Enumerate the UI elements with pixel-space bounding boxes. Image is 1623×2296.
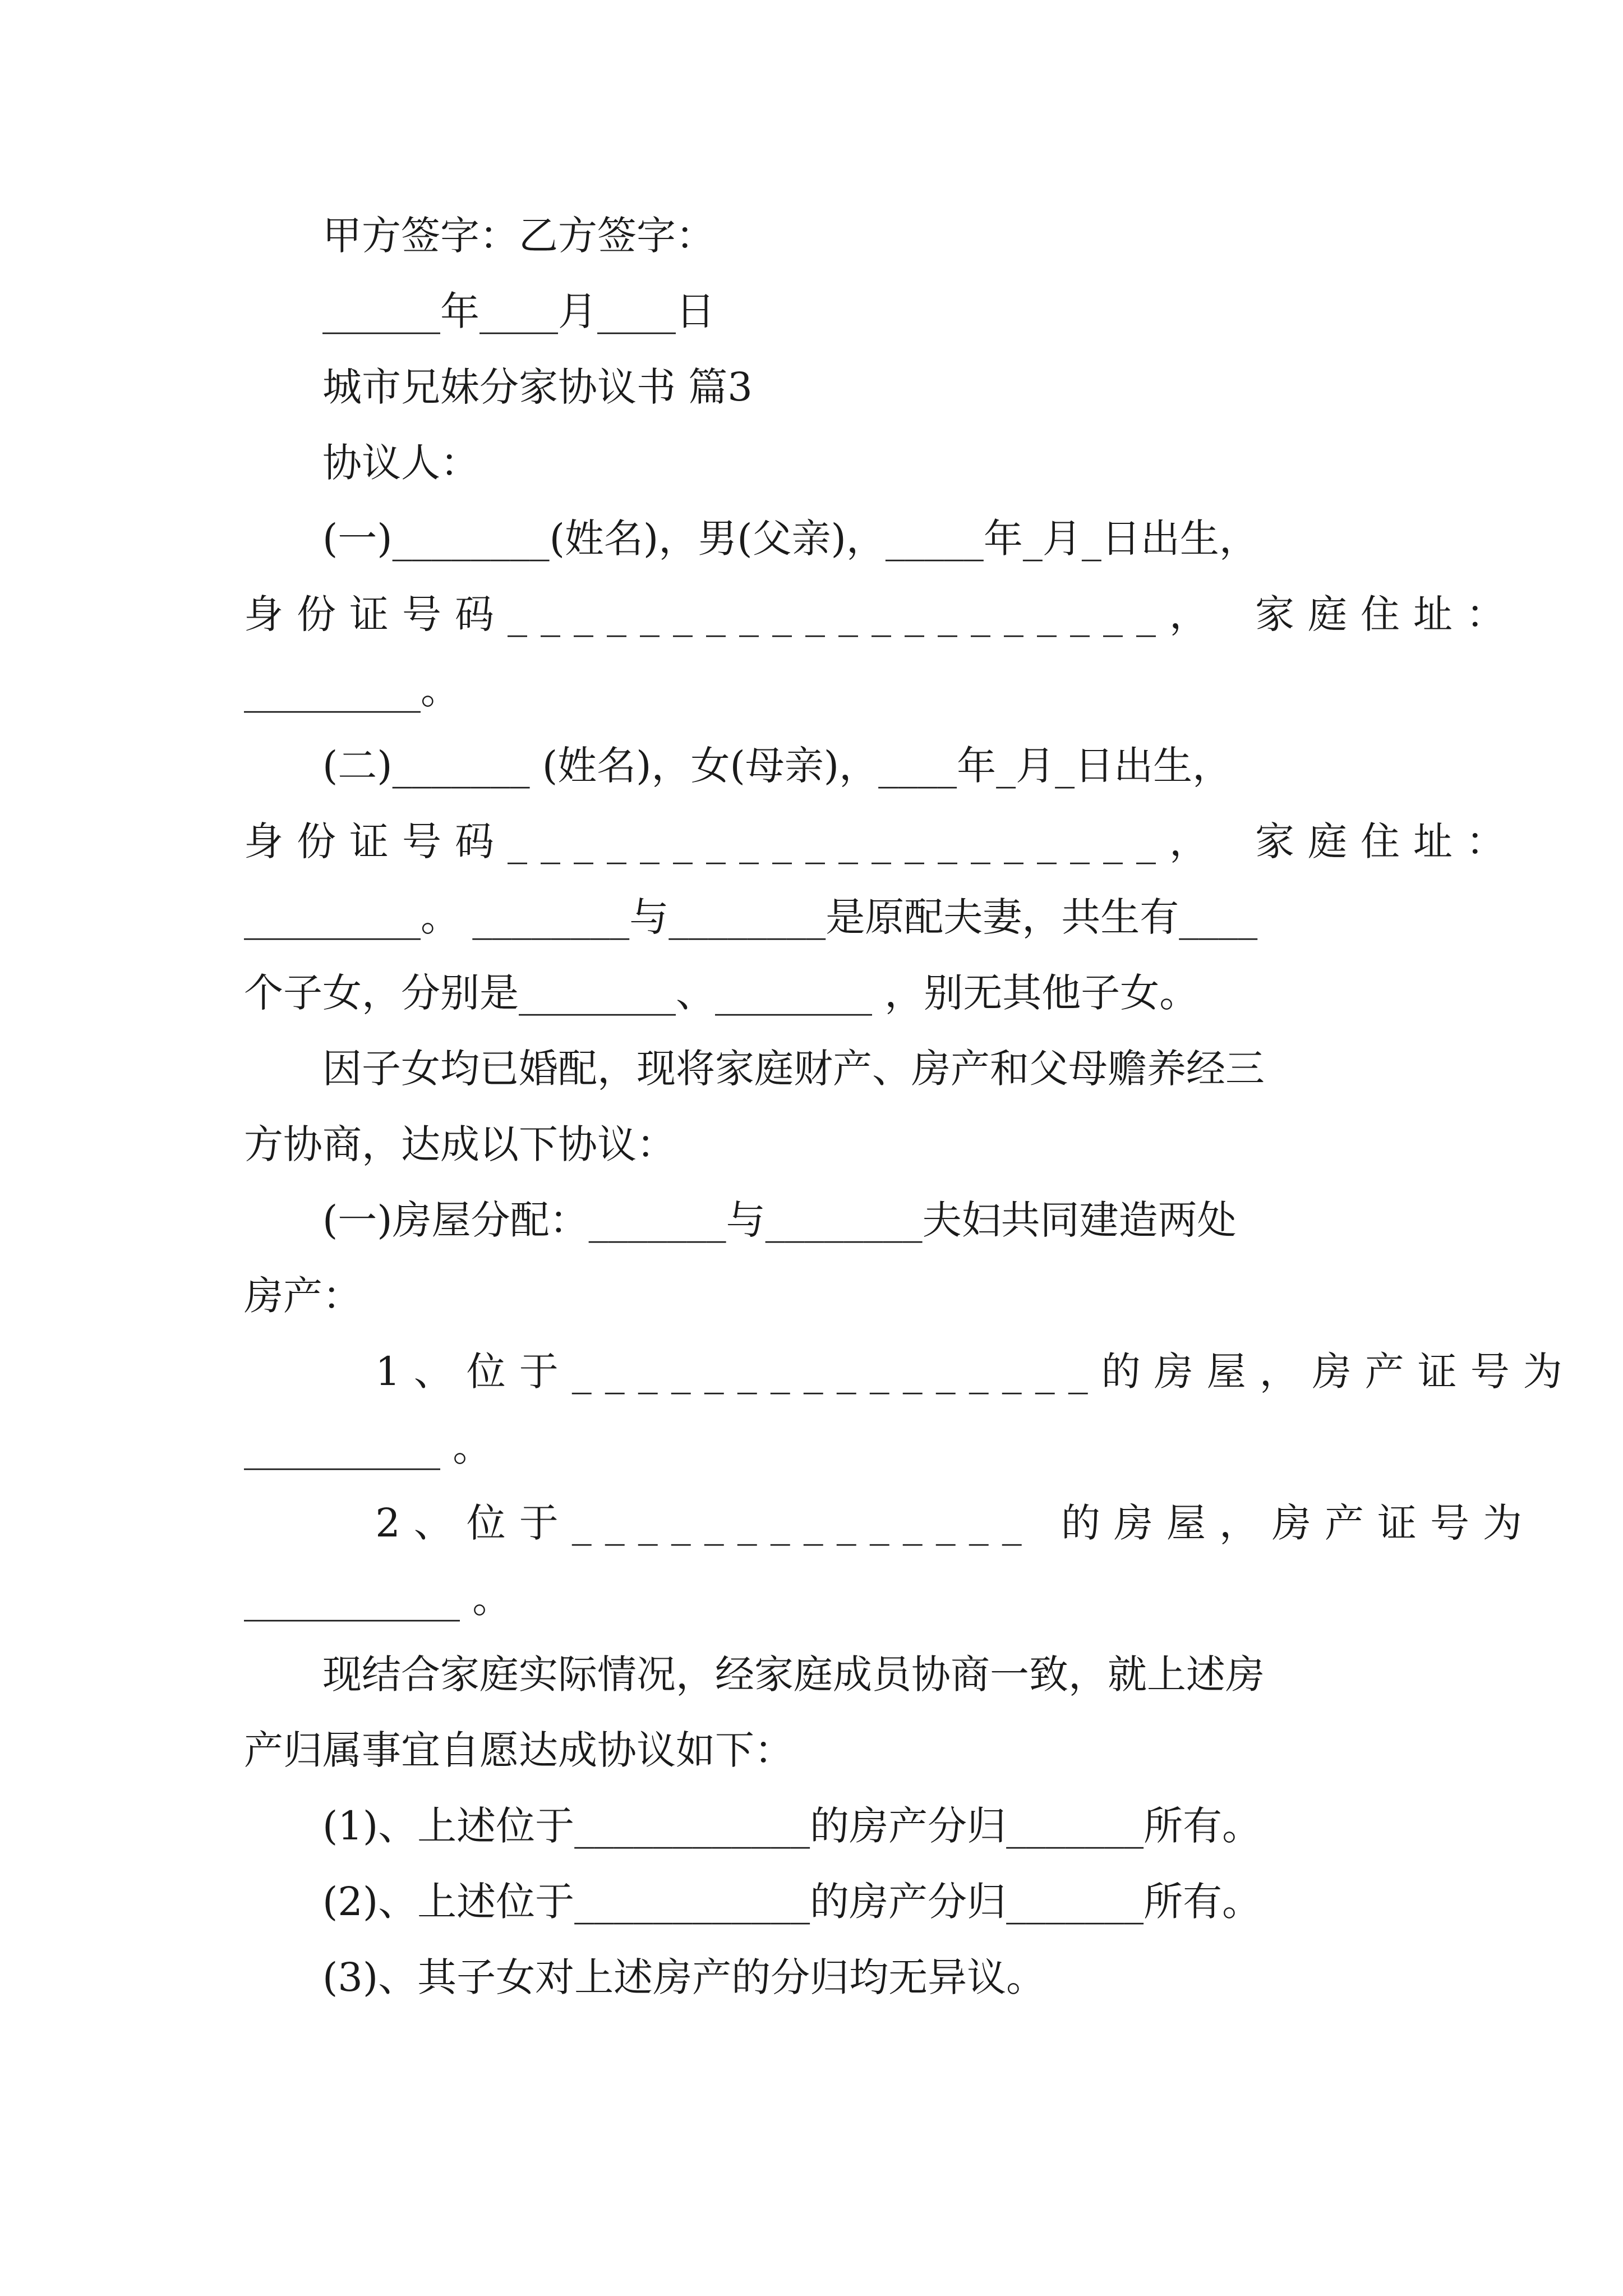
property-1-cert-line: __________ 。 (244, 1424, 492, 1470)
paragraph-line: 产归属事宜自愿达成协议如下： (244, 1727, 794, 1773)
property-2-line: 2、位于______________ 的房屋，房产证号为 (244, 1500, 1536, 1546)
father-id-line: 身份证号码____________________， 家庭住址： (244, 591, 1519, 637)
property-1-line: 1、位于________________的房屋，房产证号为 (244, 1349, 1576, 1395)
property-2-cert-line: ___________ 。 (244, 1576, 512, 1622)
housing-heading-line: (一)房屋分配：_______与________夫妇共同建造两处 (244, 1197, 1237, 1243)
paragraph-line: 方协商，达成以下协议： (244, 1121, 676, 1167)
housing-heading-line: 房产： (244, 1273, 362, 1319)
clause-line: (2)、上述位于____________的房产分归_______所有。 (244, 1879, 1262, 1925)
signature-line: 甲方签字：乙方签字： (244, 213, 715, 259)
section-heading: 城市兄妹分家协议书 篇3 (244, 364, 753, 410)
father-address-line: _________。 (244, 667, 460, 713)
clause-line: (3)、其子女对上述房产的分归均无异议。 (244, 1954, 1046, 2000)
parties-label: 协议人： (244, 440, 479, 486)
children-line: 个子女，分别是________、________ ，别无其他子女。 (244, 970, 1199, 1016)
spouse-line: _________。 ________与________是原配夫妻，共生有____ (244, 894, 1258, 940)
paragraph-line: 现结合家庭实际情况，经家庭成员协商一致，就上述房 (244, 1651, 1265, 1697)
date-line: ______年____月____日 (244, 288, 715, 334)
father-info-line: (一)________(姓名)，男(父亲)，_____年_月_日出生， (244, 516, 1258, 562)
mother-id-line: 身份证号码____________________， 家庭住址： (244, 818, 1519, 864)
clause-line: (1)、上述位于____________的房产分归_______所有。 (244, 1803, 1262, 1849)
mother-info-line: (二)_______ (姓名)，女(母亲)，____年_月_日出生， (244, 743, 1232, 789)
paragraph-line: 因子女均已婚配，现将家庭财产、房产和父母赡养经三 (244, 1046, 1265, 1092)
